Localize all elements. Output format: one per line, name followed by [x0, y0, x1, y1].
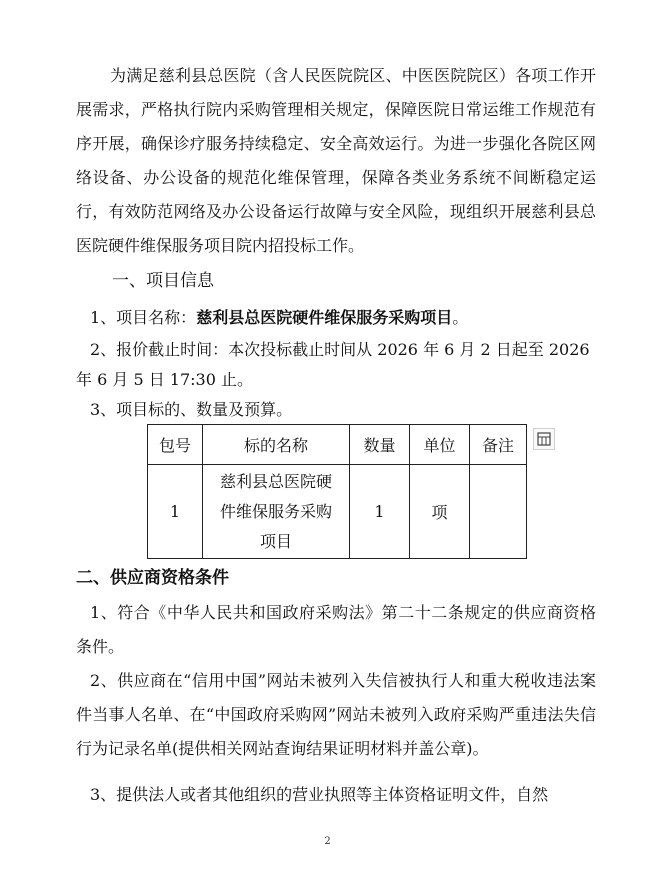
- item-name-line: 项目: [259, 531, 292, 551]
- table-header-cell: 备注: [470, 425, 527, 465]
- table-header-cell: 标的名称: [203, 425, 350, 465]
- section-1-item-2-line-2: 年 6 月 5 日 17:30 止。: [76, 370, 253, 389]
- table-cell-unit: 项: [410, 465, 470, 559]
- intro-paragraph: 为满足慈利县总医院（含人民医院院区、中医医院院区）各项工作开展需求，严格执行院内采购管理相关规定，保障医院日常运维工作规范有序开展，确保诊疗服务持续稳定、安全高效运行。为进一步强化各院区网络设备、办公设备的规范化维保管理，保障各类业务系统不间断稳定运行，有效防范网络及办公设备运行故障与安全风险，现组织开展慈利县总医院硬件维保服务项目院内招投标工作。: [76, 66, 596, 255]
- section-1-item-3: 3、项目标的、数量及预算。: [90, 400, 293, 419]
- item-name-line: 慈利县总医院硬: [219, 471, 332, 491]
- section-2-item-2: 2、供应商在“信用中国”网站未被列入失信被执行人和重大税收违法案件当事人名单、在“中国政府采购网”网站未被列入政府采购严重违法失信行为记录名单(提供相关网站查询结果证明材料并盖公章)。: [76, 671, 596, 758]
- section-2-heading: 二、供应商资格条件: [76, 568, 229, 588]
- table-row: [148, 465, 527, 559]
- item-1-suffix: 。: [452, 308, 469, 327]
- table-header-cell: 包号: [148, 425, 203, 465]
- table-header-row: [148, 425, 527, 465]
- project-name: 慈利县总医院硬件维保服务采购项目: [196, 308, 453, 327]
- section-1-item-1: [90, 306, 468, 330]
- section-2-item-1: 1、符合《中华人民共和国政府采购法》第二十二条规定的供应商资格条件。: [76, 603, 596, 656]
- item-1-prefix: 1、项目名称：: [90, 308, 197, 327]
- table-cell-quantity: 1: [350, 465, 410, 559]
- section-1-item-2-line-1: 2、报价截止时间：本次投标截止时间从 2026 年 6 月 2 日起至 2026: [90, 340, 590, 359]
- section-2-item-3: 3、提供法人或者其他组织的营业执照等主体资格证明文件，自然: [90, 785, 549, 804]
- item-name-line: 件维保服务采购: [219, 501, 332, 521]
- table-cell-item-name: [203, 465, 350, 559]
- page-number: 2: [324, 836, 331, 847]
- section-1-heading: 一、项目信息: [112, 271, 214, 291]
- table-cell-note: [470, 465, 527, 559]
- table-header-cell: 单位: [410, 425, 470, 465]
- table-cell-package: 1: [148, 465, 203, 559]
- table-handle-icon[interactable]: [533, 428, 555, 450]
- table-header-cell: 数量: [350, 425, 410, 465]
- procurement-table: [147, 424, 527, 559]
- table-grid-icon: [534, 429, 554, 449]
